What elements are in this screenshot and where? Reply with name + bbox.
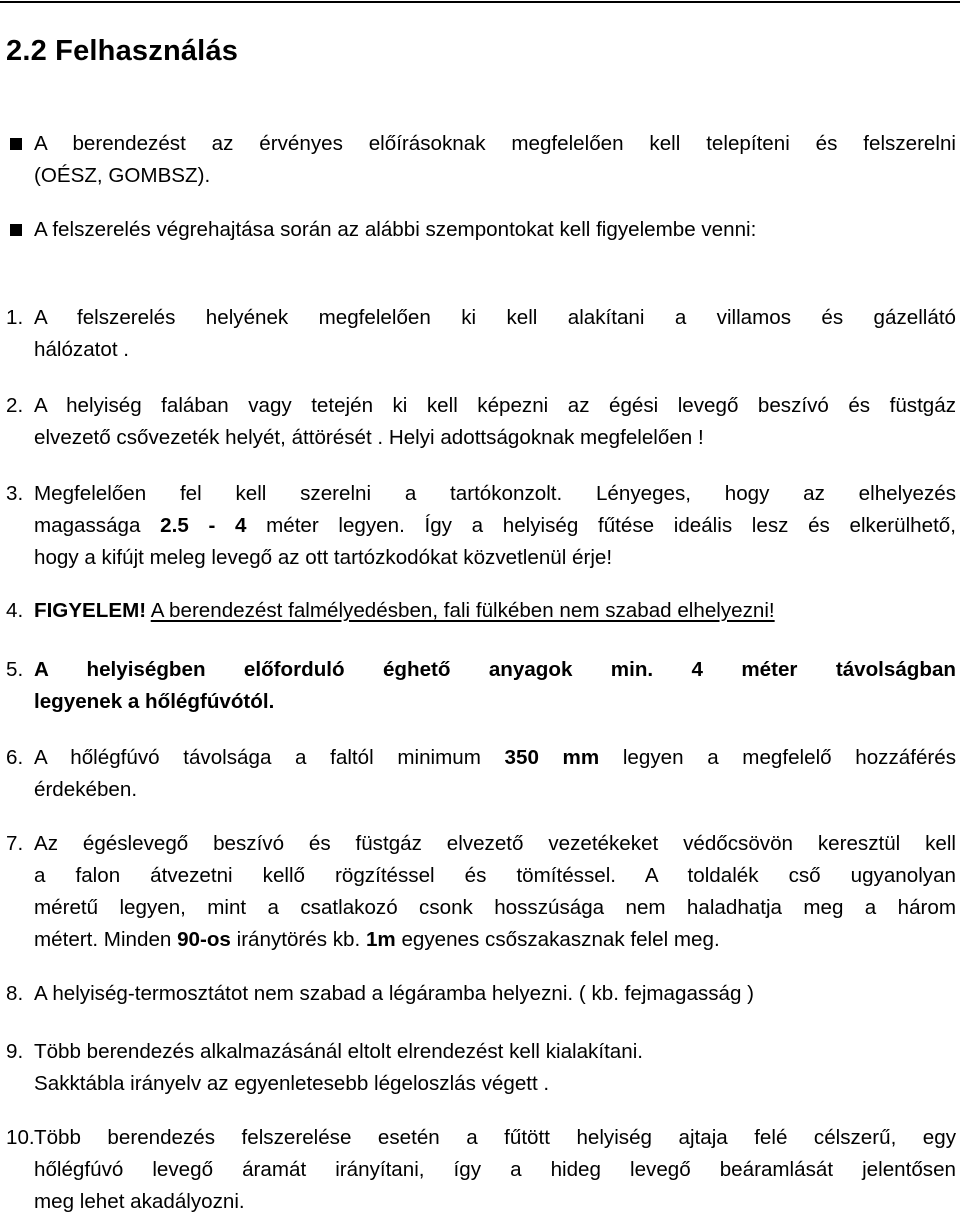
pipe-length: 1m — [365, 928, 396, 951]
warning-label: FIGYELEM! — [34, 599, 147, 622]
item-line: hogy a kifújt meleg levegő az ott tartózkodókat közvetlenül érje! — [34, 546, 613, 569]
section-title: 2.2 Felhasználás — [6, 35, 239, 67]
item-line: A helyiségben előforduló éghető anyagok min. 4 méter távolságban — [34, 658, 956, 681]
warning-text: A berendezést falmélyedésben, fali fülkében nem szabad elhelyezni! — [150, 599, 775, 622]
item-line: Több berendezés felszerelése esetén a fűtött helyiség ajtaja felé célszerű, egy — [34, 1126, 956, 1149]
item-number: 10. — [6, 1126, 35, 1149]
item-line: métert. Minden 90-os iránytörés kb. 1m egyenes csőszakasznak felel meg. — [34, 928, 720, 951]
item-line: magassága 2.5 - 4 méter legyen. Így a helyiség fűtése ideális lesz és elkerülhető, — [34, 514, 956, 537]
item-line: Sakktábla irányelv az egyenletesebb légeloszlás végett . — [34, 1072, 550, 1095]
item-number: 9. — [6, 1040, 24, 1063]
square-bullet-icon — [10, 224, 22, 236]
item-line: méretű legyen, mint a csatlakozó csonk hosszúsága nem haladhatja meg a három — [34, 896, 956, 919]
item-line — [34, 595, 956, 627]
item-number: 5. — [6, 658, 24, 681]
bullet-line: A felszerelés végrehajtása során az alábbi szempontokat kell figyelembe venni: — [34, 218, 757, 241]
item-line: hőlégfúvó levegő áramát irányítani, így a hideg levegő beáramlását jelentősen — [34, 1158, 956, 1181]
top-rule — [0, 1, 960, 3]
item-line: A helyiség-termosztátot nem szabad a légáramba helyezni. ( kb. fejmagasság ) — [34, 982, 754, 1005]
distance-value: 350 mm — [504, 746, 600, 769]
item-line: A hőlégfúvó távolsága a faltól minimum 350 mm legyen a megfelelő hozzáférés — [34, 746, 957, 769]
height-range: 2.5 - 4 — [160, 514, 247, 537]
item-number: 4. — [6, 599, 24, 622]
item-line: Az égéslevegő beszívó és füstgáz elvezető vezetékeket védőcsövön keresztül kell — [34, 832, 956, 855]
item-line: A felszerelés helyének megfelelően ki kell alakítani a villamos és gázellátó — [34, 306, 956, 329]
bullet-line: (OÉSZ, GOMBSZ). — [34, 164, 211, 187]
item-line: legyenek a hőlégfúvótól. — [34, 690, 275, 713]
bullet-line: A berendezést az érvényes előírásoknak megfelelően kell telepíteni és felszerelni — [34, 132, 956, 155]
item-line: a falon átvezetni kellő rögzítéssel és tömítéssel. A toldalék cső ugyanolyan — [34, 864, 956, 887]
item-number: 2. — [6, 394, 24, 417]
item-line: meg lehet akadályozni. — [34, 1190, 245, 1213]
item-number: 7. — [6, 832, 24, 855]
item-line: hálózatot . — [34, 338, 130, 361]
item-line: Több berendezés alkalmazásánál eltolt elrendezést kell kialakítani. — [34, 1040, 644, 1063]
item-line: elvezető csővezeték helyét, áttörését . Helyi adottságoknak megfelelően ! — [34, 426, 704, 449]
item-line: érdekében. — [34, 778, 138, 801]
bend-angle: 90-os — [177, 928, 231, 951]
item-line: Megfelelően fel kell szerelni a tartókonzolt. Lényeges, hogy az elhelyezés — [34, 482, 956, 505]
item-number: 1. — [6, 306, 24, 329]
item-number: 3. — [6, 482, 24, 505]
item-line: A helyiség falában vagy tetején ki kell képezni az égési levegő beszívó és füstgáz — [34, 394, 956, 417]
square-bullet-icon — [10, 138, 22, 150]
item-number: 8. — [6, 982, 24, 1005]
item-number: 6. — [6, 746, 24, 769]
